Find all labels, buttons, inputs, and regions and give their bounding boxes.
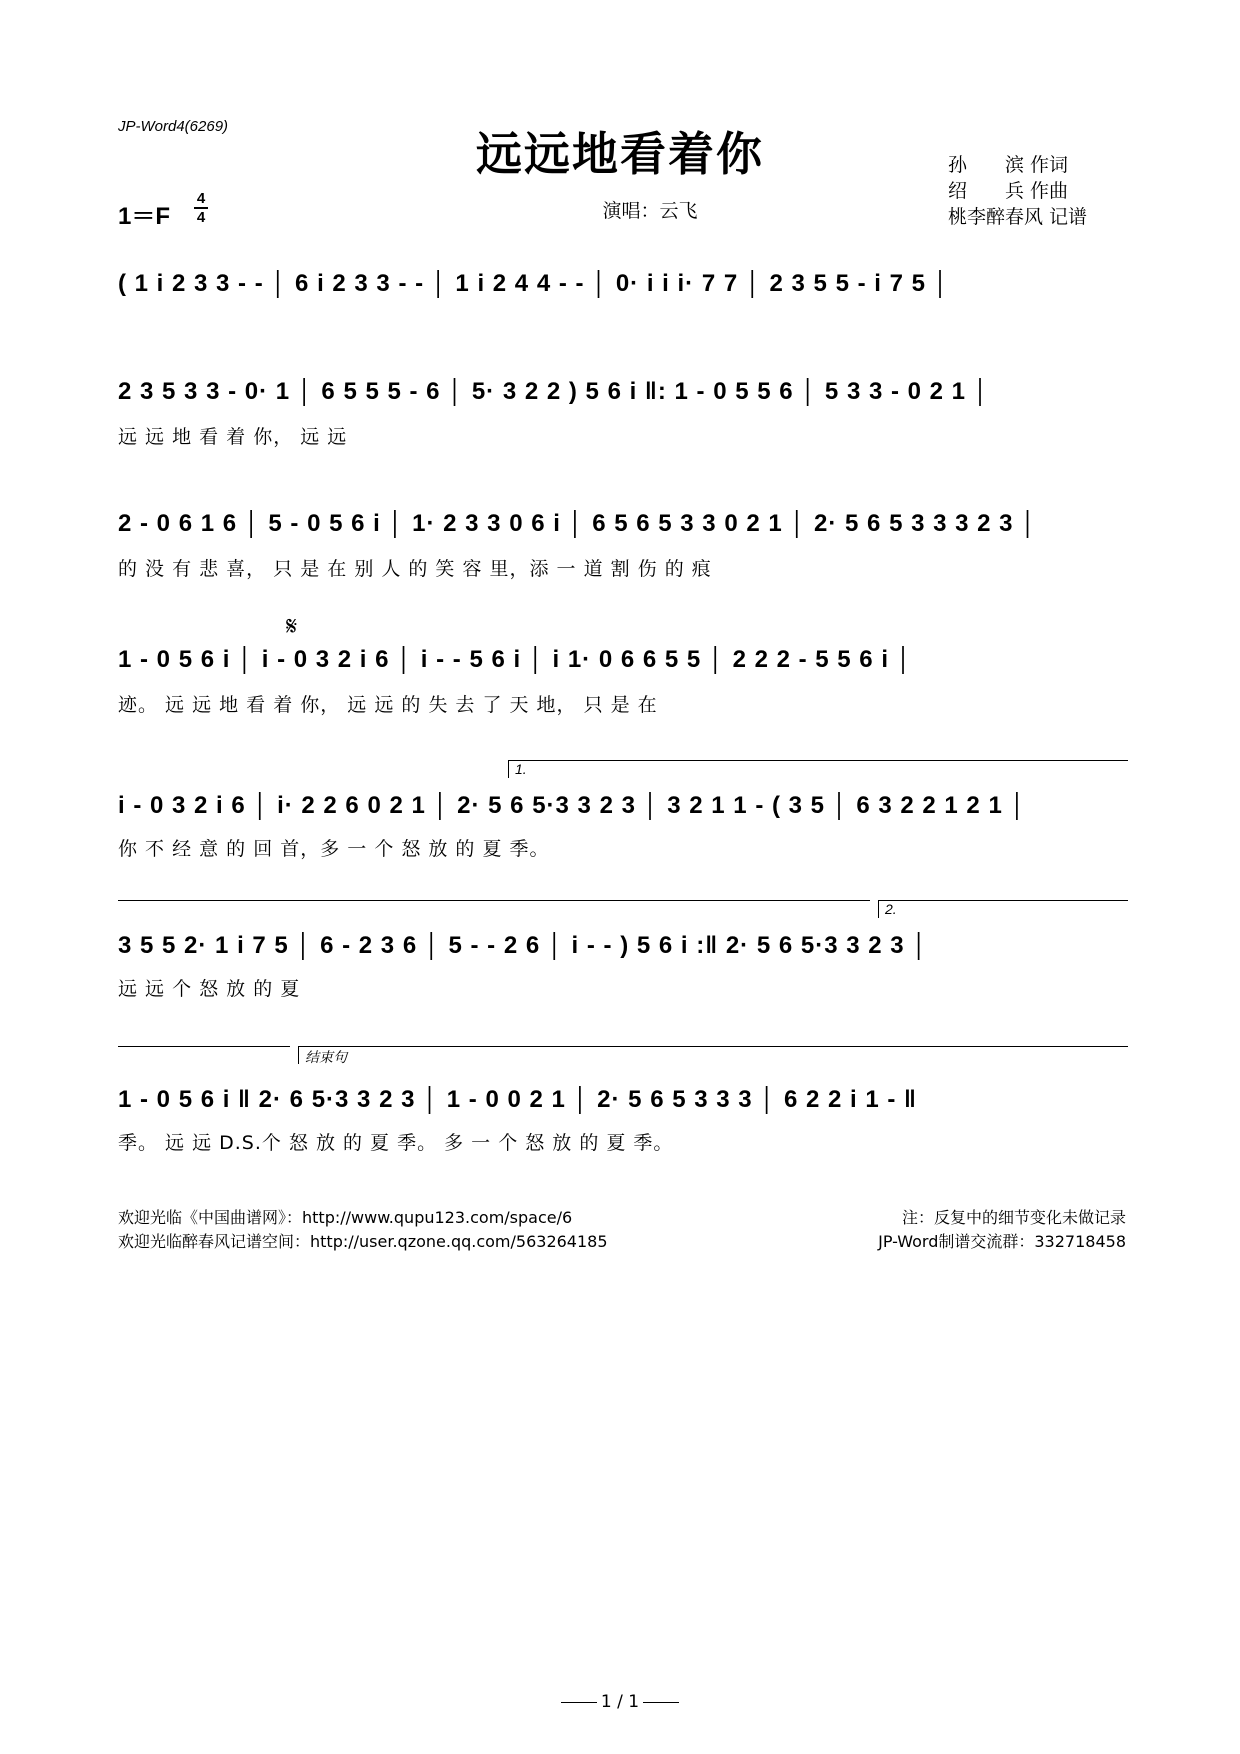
footer-right [878, 1206, 1126, 1254]
coda-bracket: 结束句 [298, 1046, 1128, 1064]
lyric-line-7: 季。 远 远 D.S.个 怒 放 的 夏 季。 多 一 个 怒 放 的 夏 季。 [118, 1132, 674, 1154]
footer-space-link[interactable]: 欢迎光临醉春风记谱空间：http://user.qzone.qq.com/563264185 [118, 1232, 608, 1251]
time-signature-top: 4 [196, 190, 206, 207]
footer-group: JP-Word制谱交流群：332718458 [878, 1232, 1126, 1251]
notation-line-1: ( 1 i 2 3 3 - - │ 6 i 2 3 3 - - │ 1 i 2 4 4 - - │ 0· i i i· 7 7 │ 2 3 5 5 - i 7 5 │ [118, 270, 950, 297]
notation-line-5: i - 0 3 2 i 6 │ i· 2 2 6 0 2 1 │ 2· 5 6 5·3 3 2 3 │ 3 2 1 1 - ( 3 5 │ 6 3 2 2 1 2 1 │ [118, 792, 1027, 819]
segno-sign: 𝄋 [286, 612, 298, 642]
song-title: 远远地看着你 [476, 127, 764, 181]
singer-credit: 演唱：云飞 [602, 200, 698, 222]
notation-line-3: 2 - 0 6 1 6 │ 5 - 0 5 6 i │ 1· 2 3 3 0 6 i │ 6 5 6 5 3 3 0 2 1 │ 2· 5 6 5 3 3 3 2 3 │ [118, 510, 1038, 537]
footer-site-link[interactable]: 欢迎光临《中国曲谱网》：http://www.qupu123.com/space/6 [118, 1208, 573, 1227]
lyric-line-5: 你 不 经 意 的 回 首，多 一 个 怒 放 的 夏 季。 [118, 838, 550, 860]
lyric-line-2: 远 远 地 看 着 你， 远 远 [118, 426, 348, 448]
volta-2-continuation-line [118, 1046, 290, 1047]
transcriber-credit: 桃李醉春风 记谱 [948, 206, 1088, 228]
composer-credit: 绍 兵 作曲 [948, 180, 1069, 202]
notation-line-6: 3 5 5 2· 1 i 7 5 │ 6 - 2 3 6 │ 5 - - 2 6 │ i - - ) 5 6 i :‖ 2· 5 6 5·3 3 2 3 │ [118, 932, 929, 959]
notation-line-2: 2 3 5 3 3 - 0· 1 │ 6 5 5 5 - 6 │ 5· 3 2 2 ) 5 6 i ‖: 1 - 0 5 5 6 │ 5 3 3 - 0 2 1 │ [118, 378, 990, 405]
time-signature-bottom: 4 [196, 209, 206, 226]
volta-bracket-1: 1. [508, 760, 1128, 778]
lyric-line-6: 远 远 个 怒 放 的 夏 [118, 978, 301, 1000]
volta-bracket-2: 2. [878, 900, 1128, 918]
page-number-text: 1 / 1 [600, 1692, 640, 1712]
lyric-line-4: 迹。 远 远 地 看 着 你， 远 远 的 失 去 了 天 地， 只 是 在 [118, 694, 658, 716]
notation-line-7: 1 - 0 5 6 i ‖ 2· 6 5·3 3 2 3 │ 1 - 0 0 2 1 │ 2· 5 6 5 3 3 3 │ 6 2 2 i 1 - ‖ [118, 1086, 917, 1113]
software-tag: JP-Word4(6269) [118, 118, 229, 135]
lyric-line-3: 的 没 有 悲 喜， 只 是 在 别 人 的 笑 容 里，添 一 道 割 伤 的 痕 [118, 558, 712, 580]
footer-left [118, 1206, 608, 1254]
page-number [0, 1692, 1240, 1712]
key-signature: 1＝F [118, 203, 171, 230]
lyricist-credit: 孙 滨 作词 [948, 154, 1069, 176]
footer-note: 注：反复中的细节变化未做记录 [901, 1208, 1126, 1227]
notation-line-4: 1 - 0 5 6 i │ i - 0 3 2 i 6 │ i - - 5 6 i │ i 1· 0 6 6 5 5 │ 2 2 2 - 5 5 6 i │ [118, 646, 913, 673]
volta-1-continuation-line [118, 900, 870, 901]
